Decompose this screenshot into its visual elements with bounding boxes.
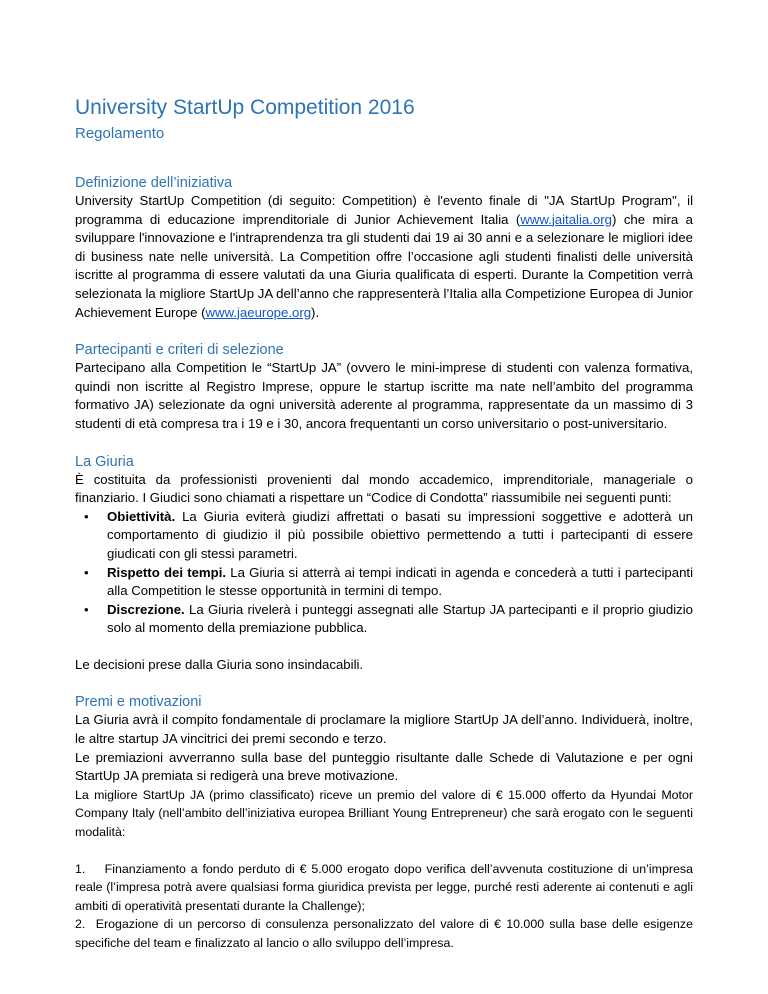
giuria-closing: Le decisioni prese dalla Giuria sono insindacabili. xyxy=(75,656,364,672)
premi-paragraph-2: Le premiazioni avverranno sulla base del punteggio risultante dalle Schede di Valutazione e per ogni StartUp JA premiata si redigerà una breve motivazione. xyxy=(75,749,693,784)
document-subtitle: Regolamento xyxy=(75,125,165,142)
bullet-icon: • xyxy=(84,508,89,524)
premi-paragraph-1: La Giuria avrà il compito fondamentale di proclamare la migliore StartUp JA dell’anno. Individuerà, inoltre, le altre startup JA vincitrici dei premi secondo e terzo. xyxy=(75,712,693,747)
giuria-intro: È costituita da professionisti provenienti dal mondo accademico, imprenditoriale, manageriale o finanziario. I Giudici sono chiamati a rispettare un “Codice di Condotta” riassumibile nei seguenti punti: xyxy=(75,471,693,506)
jaitalia-link[interactable]: www.jaitalia.org xyxy=(520,211,612,227)
document-title: University StartUp Competition 2016 xyxy=(75,96,415,119)
section-heading-giuria: La Giuria xyxy=(75,453,134,470)
list-item: • Discrezione. La Giuria rivelerà i punteggi assegnati alle Startup JA partecipanti e il proprio giudizio solo al momento della premiazione pubblica. xyxy=(84,601,693,636)
premi-item-1: 1. Finanziamento a fondo perduto di € 5.000 erogato dopo verifica dell’avvenuta costituzione di un’impresa reale (l’impresa potrà avere qualsiasi forma giuridica prevista per legge, purché resti aderente ai contenuti e agli ambiti di operatività presentati durante la Challenge); xyxy=(75,861,693,913)
definizione-paragraph: University StartUp Competition (di seguito: Competition) è l'evento finale di "JA StartUp Program", il programma di educazione imprenditoriale di Junior Achievement Italia (www.jaitalia.org) che mira a sviluppare l'innovazione e l'intraprendenza tra gli studenti dai 19 ai 30 anni e a selezionare le migliori idee di business nate nelle università. La Competition offre l’occasione agli studenti finalisti delle università iscritte al programma di essere valutati da una Giuria qualificata di esperti. Durante la Competition verrà selezionata la migliore StartUp JA dell’anno che rappresenterà l’Italia alla Competizione Europea di Junior Achievement Europe (www.jaeurope.org). xyxy=(75,193,693,320)
list-item: • Rispetto dei tempi. La Giuria si atterrà ai tempi indicati in agenda e concederà a tutti i partecipanti alla Competition le stesse opportunità in termini di tempo. xyxy=(84,564,694,599)
partecipanti-paragraph: Partecipano alla Competition le “StartUp JA” (ovvero le mini-imprese di studenti con valenza formativa, quindi non iscritte al Registro Imprese, oppure le startup iscritte ma nate nell’ambito del programma formativo JA) selezionate da ogni università aderente al programma, rappresentate da un massimo di 3 studenti di età compresa tra i 19 e i 30, ancora frequentanti un corso universitario o post-universitario. xyxy=(75,360,693,431)
list-item: • Obiettività. La Giuria eviterà giudizi affrettati o basati su impressioni soggettive e adotterà un comportamento di giudizio il più possibile obiettivo permettendo a tutti i partecipanti di essere giudicati con gli stessi parametri. xyxy=(84,508,693,561)
bullet-icon: • xyxy=(84,601,89,617)
bullet-icon: • xyxy=(84,564,89,580)
section-heading-premi: Premi e motivazioni xyxy=(75,694,202,711)
jaeurope-link[interactable]: www.jaeurope.org xyxy=(205,304,312,320)
document-page xyxy=(75,96,693,953)
premi-item-2: 2. Erogazione di un percorso di consulenza personalizzato del valore di € 10.000 sulla base delle esigenze specifiche del team e finalizzato al lancio o allo sviluppo dell’impresa. xyxy=(75,917,693,950)
section-heading-partecipanti: Partecipanti e criteri di selezione xyxy=(75,342,284,359)
giuria-code-list xyxy=(75,508,693,638)
premi-paragraph-3: La migliore StartUp JA (primo classificato) riceve un premio del valore di € 15.000 offerto da Hyundai Motor Company Italy (nell’ambito dell’iniziativa europea Brilliant Young Entrepreneur) che sarà erogato con le seguenti modalità: xyxy=(75,787,693,840)
section-heading-definizione: Definizione dell’iniziativa xyxy=(75,175,233,191)
